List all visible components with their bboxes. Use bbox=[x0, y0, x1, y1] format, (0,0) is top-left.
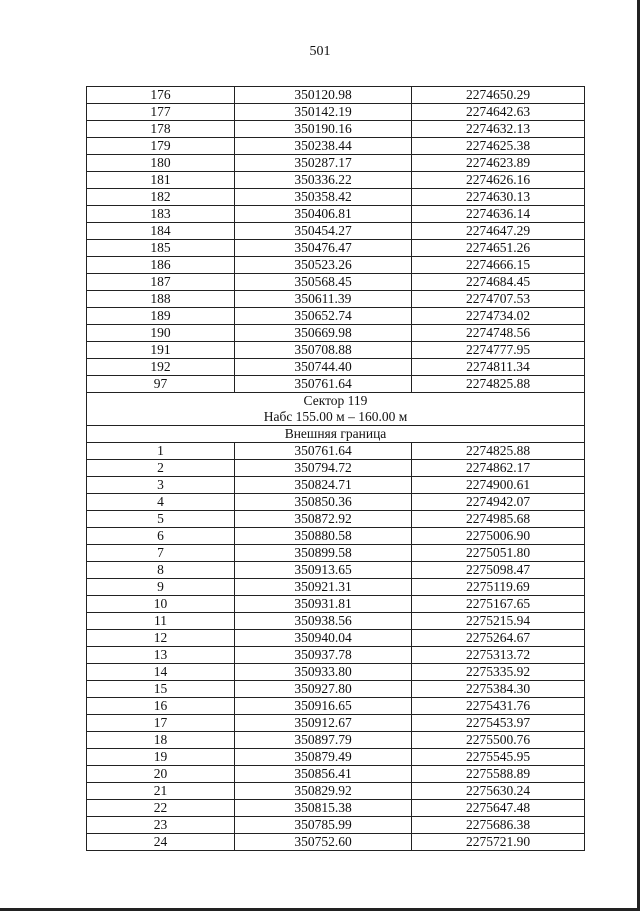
x-coordinate-cell: 350761.64 bbox=[235, 443, 412, 460]
x-coordinate-cell: 350913.65 bbox=[235, 562, 412, 579]
y-coordinate-cell: 2274651.26 bbox=[412, 240, 585, 257]
y-coordinate-cell: 2275006.90 bbox=[412, 528, 585, 545]
point-number-cell: 17 bbox=[87, 715, 235, 732]
point-number-cell: 181 bbox=[87, 172, 235, 189]
point-number-cell: 191 bbox=[87, 342, 235, 359]
point-number-cell: 176 bbox=[87, 87, 235, 104]
y-coordinate-cell: 2274811.34 bbox=[412, 359, 585, 376]
table-body-top bbox=[87, 87, 585, 393]
y-coordinate-cell: 2275264.67 bbox=[412, 630, 585, 647]
point-number-cell: 19 bbox=[87, 749, 235, 766]
y-coordinate-cell: 2274734.02 bbox=[412, 308, 585, 325]
table-row bbox=[87, 189, 585, 206]
table-row bbox=[87, 511, 585, 528]
y-coordinate-cell: 2274942.07 bbox=[412, 494, 585, 511]
y-coordinate-cell: 2275384.30 bbox=[412, 681, 585, 698]
table-row bbox=[87, 443, 585, 460]
coordinates-table bbox=[86, 86, 585, 851]
point-number-cell: 2 bbox=[87, 460, 235, 477]
table-row bbox=[87, 545, 585, 562]
x-coordinate-cell: 350142.19 bbox=[235, 104, 412, 121]
page-number: 501 bbox=[309, 44, 331, 59]
y-coordinate-cell: 2274825.88 bbox=[412, 376, 585, 393]
y-coordinate-cell: 2275647.48 bbox=[412, 800, 585, 817]
table-row bbox=[87, 528, 585, 545]
x-coordinate-cell: 350568.45 bbox=[235, 274, 412, 291]
point-number-cell: 6 bbox=[87, 528, 235, 545]
y-coordinate-cell: 2274630.13 bbox=[412, 189, 585, 206]
point-number-cell: 22 bbox=[87, 800, 235, 817]
point-number-cell: 7 bbox=[87, 545, 235, 562]
table-row bbox=[87, 579, 585, 596]
point-number-cell: 179 bbox=[87, 138, 235, 155]
table-row bbox=[87, 342, 585, 359]
table-row bbox=[87, 155, 585, 172]
table-row bbox=[87, 460, 585, 477]
sector-height: Набс 155.00 м – 160.00 м bbox=[87, 409, 585, 426]
point-number-cell: 183 bbox=[87, 206, 235, 223]
table-row bbox=[87, 477, 585, 494]
x-coordinate-cell: 350761.64 bbox=[235, 376, 412, 393]
table-row bbox=[87, 562, 585, 579]
point-number-cell: 185 bbox=[87, 240, 235, 257]
table-row bbox=[87, 681, 585, 698]
x-coordinate-cell: 350937.78 bbox=[235, 647, 412, 664]
point-number-cell: 188 bbox=[87, 291, 235, 308]
point-number-cell: 8 bbox=[87, 562, 235, 579]
x-coordinate-cell: 350336.22 bbox=[235, 172, 412, 189]
x-coordinate-cell: 350938.56 bbox=[235, 613, 412, 630]
x-coordinate-cell: 350287.17 bbox=[235, 155, 412, 172]
point-number-cell: 14 bbox=[87, 664, 235, 681]
y-coordinate-cell: 2275588.89 bbox=[412, 766, 585, 783]
y-coordinate-cell: 2274632.13 bbox=[412, 121, 585, 138]
x-coordinate-cell: 350523.26 bbox=[235, 257, 412, 274]
point-number-cell: 177 bbox=[87, 104, 235, 121]
boundary-label: Внешняя граница bbox=[87, 426, 585, 443]
table-row bbox=[87, 613, 585, 630]
y-coordinate-cell: 2275686.38 bbox=[412, 817, 585, 834]
x-coordinate-cell: 350785.99 bbox=[235, 817, 412, 834]
table-row bbox=[87, 223, 585, 240]
table-row bbox=[87, 698, 585, 715]
table-row bbox=[87, 359, 585, 376]
y-coordinate-cell: 2275545.95 bbox=[412, 749, 585, 766]
sector-height-row bbox=[87, 409, 585, 426]
x-coordinate-cell: 350794.72 bbox=[235, 460, 412, 477]
table-row bbox=[87, 494, 585, 511]
x-coordinate-cell: 350856.41 bbox=[235, 766, 412, 783]
x-coordinate-cell: 350815.38 bbox=[235, 800, 412, 817]
x-coordinate-cell: 350669.98 bbox=[235, 325, 412, 342]
table-row bbox=[87, 325, 585, 342]
x-coordinate-cell: 350406.81 bbox=[235, 206, 412, 223]
table-row bbox=[87, 138, 585, 155]
point-number-cell: 15 bbox=[87, 681, 235, 698]
sector-header bbox=[87, 393, 585, 443]
y-coordinate-cell: 2274985.68 bbox=[412, 511, 585, 528]
point-number-cell: 190 bbox=[87, 325, 235, 342]
point-number-cell: 11 bbox=[87, 613, 235, 630]
point-number-cell: 9 bbox=[87, 579, 235, 596]
y-coordinate-cell: 2274862.17 bbox=[412, 460, 585, 477]
table-row bbox=[87, 732, 585, 749]
table-row bbox=[87, 206, 585, 223]
y-coordinate-cell: 2274636.14 bbox=[412, 206, 585, 223]
point-number-cell: 18 bbox=[87, 732, 235, 749]
table-row bbox=[87, 630, 585, 647]
table-row bbox=[87, 240, 585, 257]
x-coordinate-cell: 350931.81 bbox=[235, 596, 412, 613]
table-row bbox=[87, 800, 585, 817]
point-number-cell: 1 bbox=[87, 443, 235, 460]
y-coordinate-cell: 2275167.65 bbox=[412, 596, 585, 613]
x-coordinate-cell: 350921.31 bbox=[235, 579, 412, 596]
y-coordinate-cell: 2274650.29 bbox=[412, 87, 585, 104]
x-coordinate-cell: 350912.67 bbox=[235, 715, 412, 732]
y-coordinate-cell: 2274626.16 bbox=[412, 172, 585, 189]
table-row bbox=[87, 291, 585, 308]
x-coordinate-cell: 350899.58 bbox=[235, 545, 412, 562]
point-number-cell: 12 bbox=[87, 630, 235, 647]
y-coordinate-cell: 2275721.90 bbox=[412, 834, 585, 851]
y-coordinate-cell: 2275051.80 bbox=[412, 545, 585, 562]
table-row bbox=[87, 749, 585, 766]
y-coordinate-cell: 2274647.29 bbox=[412, 223, 585, 240]
table-row bbox=[87, 783, 585, 800]
x-coordinate-cell: 350238.44 bbox=[235, 138, 412, 155]
point-number-cell: 4 bbox=[87, 494, 235, 511]
point-number-cell: 186 bbox=[87, 257, 235, 274]
x-coordinate-cell: 350872.92 bbox=[235, 511, 412, 528]
y-coordinate-cell: 2275313.72 bbox=[412, 647, 585, 664]
y-coordinate-cell: 2274684.45 bbox=[412, 274, 585, 291]
y-coordinate-cell: 2274777.95 bbox=[412, 342, 585, 359]
x-coordinate-cell: 350120.98 bbox=[235, 87, 412, 104]
point-number-cell: 189 bbox=[87, 308, 235, 325]
x-coordinate-cell: 350940.04 bbox=[235, 630, 412, 647]
point-number-cell: 13 bbox=[87, 647, 235, 664]
table-row bbox=[87, 274, 585, 291]
point-number-cell: 182 bbox=[87, 189, 235, 206]
x-coordinate-cell: 350744.40 bbox=[235, 359, 412, 376]
y-coordinate-cell: 2274900.61 bbox=[412, 477, 585, 494]
table-row bbox=[87, 121, 585, 138]
x-coordinate-cell: 350652.74 bbox=[235, 308, 412, 325]
x-coordinate-cell: 350916.65 bbox=[235, 698, 412, 715]
sector-title-row bbox=[87, 393, 585, 410]
y-coordinate-cell: 2274825.88 bbox=[412, 443, 585, 460]
x-coordinate-cell: 350927.80 bbox=[235, 681, 412, 698]
point-number-cell: 187 bbox=[87, 274, 235, 291]
point-number-cell: 16 bbox=[87, 698, 235, 715]
x-coordinate-cell: 350190.16 bbox=[235, 121, 412, 138]
y-coordinate-cell: 2275453.97 bbox=[412, 715, 585, 732]
y-coordinate-cell: 2274707.53 bbox=[412, 291, 585, 308]
x-coordinate-cell: 350879.49 bbox=[235, 749, 412, 766]
x-coordinate-cell: 350829.92 bbox=[235, 783, 412, 800]
y-coordinate-cell: 2274625.38 bbox=[412, 138, 585, 155]
y-coordinate-cell: 2274623.89 bbox=[412, 155, 585, 172]
table-row bbox=[87, 715, 585, 732]
point-number-cell: 24 bbox=[87, 834, 235, 851]
point-number-cell: 21 bbox=[87, 783, 235, 800]
point-number-cell: 180 bbox=[87, 155, 235, 172]
y-coordinate-cell: 2274748.56 bbox=[412, 325, 585, 342]
table-row bbox=[87, 817, 585, 834]
table-row bbox=[87, 834, 585, 851]
y-coordinate-cell: 2275098.47 bbox=[412, 562, 585, 579]
sector-title: Сектор 119 bbox=[87, 393, 585, 410]
x-coordinate-cell: 350850.36 bbox=[235, 494, 412, 511]
x-coordinate-cell: 350708.88 bbox=[235, 342, 412, 359]
y-coordinate-cell: 2274666.15 bbox=[412, 257, 585, 274]
x-coordinate-cell: 350824.71 bbox=[235, 477, 412, 494]
x-coordinate-cell: 350933.80 bbox=[235, 664, 412, 681]
y-coordinate-cell: 2275431.76 bbox=[412, 698, 585, 715]
y-coordinate-cell: 2275630.24 bbox=[412, 783, 585, 800]
point-number-cell: 184 bbox=[87, 223, 235, 240]
y-coordinate-cell: 2275119.69 bbox=[412, 579, 585, 596]
table-row bbox=[87, 647, 585, 664]
point-number-cell: 23 bbox=[87, 817, 235, 834]
table-row bbox=[87, 87, 585, 104]
y-coordinate-cell: 2275215.94 bbox=[412, 613, 585, 630]
y-coordinate-cell: 2274642.63 bbox=[412, 104, 585, 121]
table-row bbox=[87, 172, 585, 189]
x-coordinate-cell: 350611.39 bbox=[235, 291, 412, 308]
y-coordinate-cell: 2275335.92 bbox=[412, 664, 585, 681]
point-number-cell: 178 bbox=[87, 121, 235, 138]
table-row bbox=[87, 376, 585, 393]
point-number-cell: 20 bbox=[87, 766, 235, 783]
y-coordinate-cell: 2275500.76 bbox=[412, 732, 585, 749]
table-row bbox=[87, 104, 585, 121]
table-body-bottom bbox=[87, 443, 585, 851]
x-coordinate-cell: 350880.58 bbox=[235, 528, 412, 545]
table-row bbox=[87, 664, 585, 681]
point-number-cell: 97 bbox=[87, 376, 235, 393]
table-row bbox=[87, 308, 585, 325]
x-coordinate-cell: 350454.27 bbox=[235, 223, 412, 240]
point-number-cell: 192 bbox=[87, 359, 235, 376]
boundary-label-row bbox=[87, 426, 585, 443]
point-number-cell: 3 bbox=[87, 477, 235, 494]
point-number-cell: 5 bbox=[87, 511, 235, 528]
table-row bbox=[87, 766, 585, 783]
x-coordinate-cell: 350476.47 bbox=[235, 240, 412, 257]
x-coordinate-cell: 350897.79 bbox=[235, 732, 412, 749]
table-row bbox=[87, 257, 585, 274]
x-coordinate-cell: 350358.42 bbox=[235, 189, 412, 206]
x-coordinate-cell: 350752.60 bbox=[235, 834, 412, 851]
table-row bbox=[87, 596, 585, 613]
point-number-cell: 10 bbox=[87, 596, 235, 613]
